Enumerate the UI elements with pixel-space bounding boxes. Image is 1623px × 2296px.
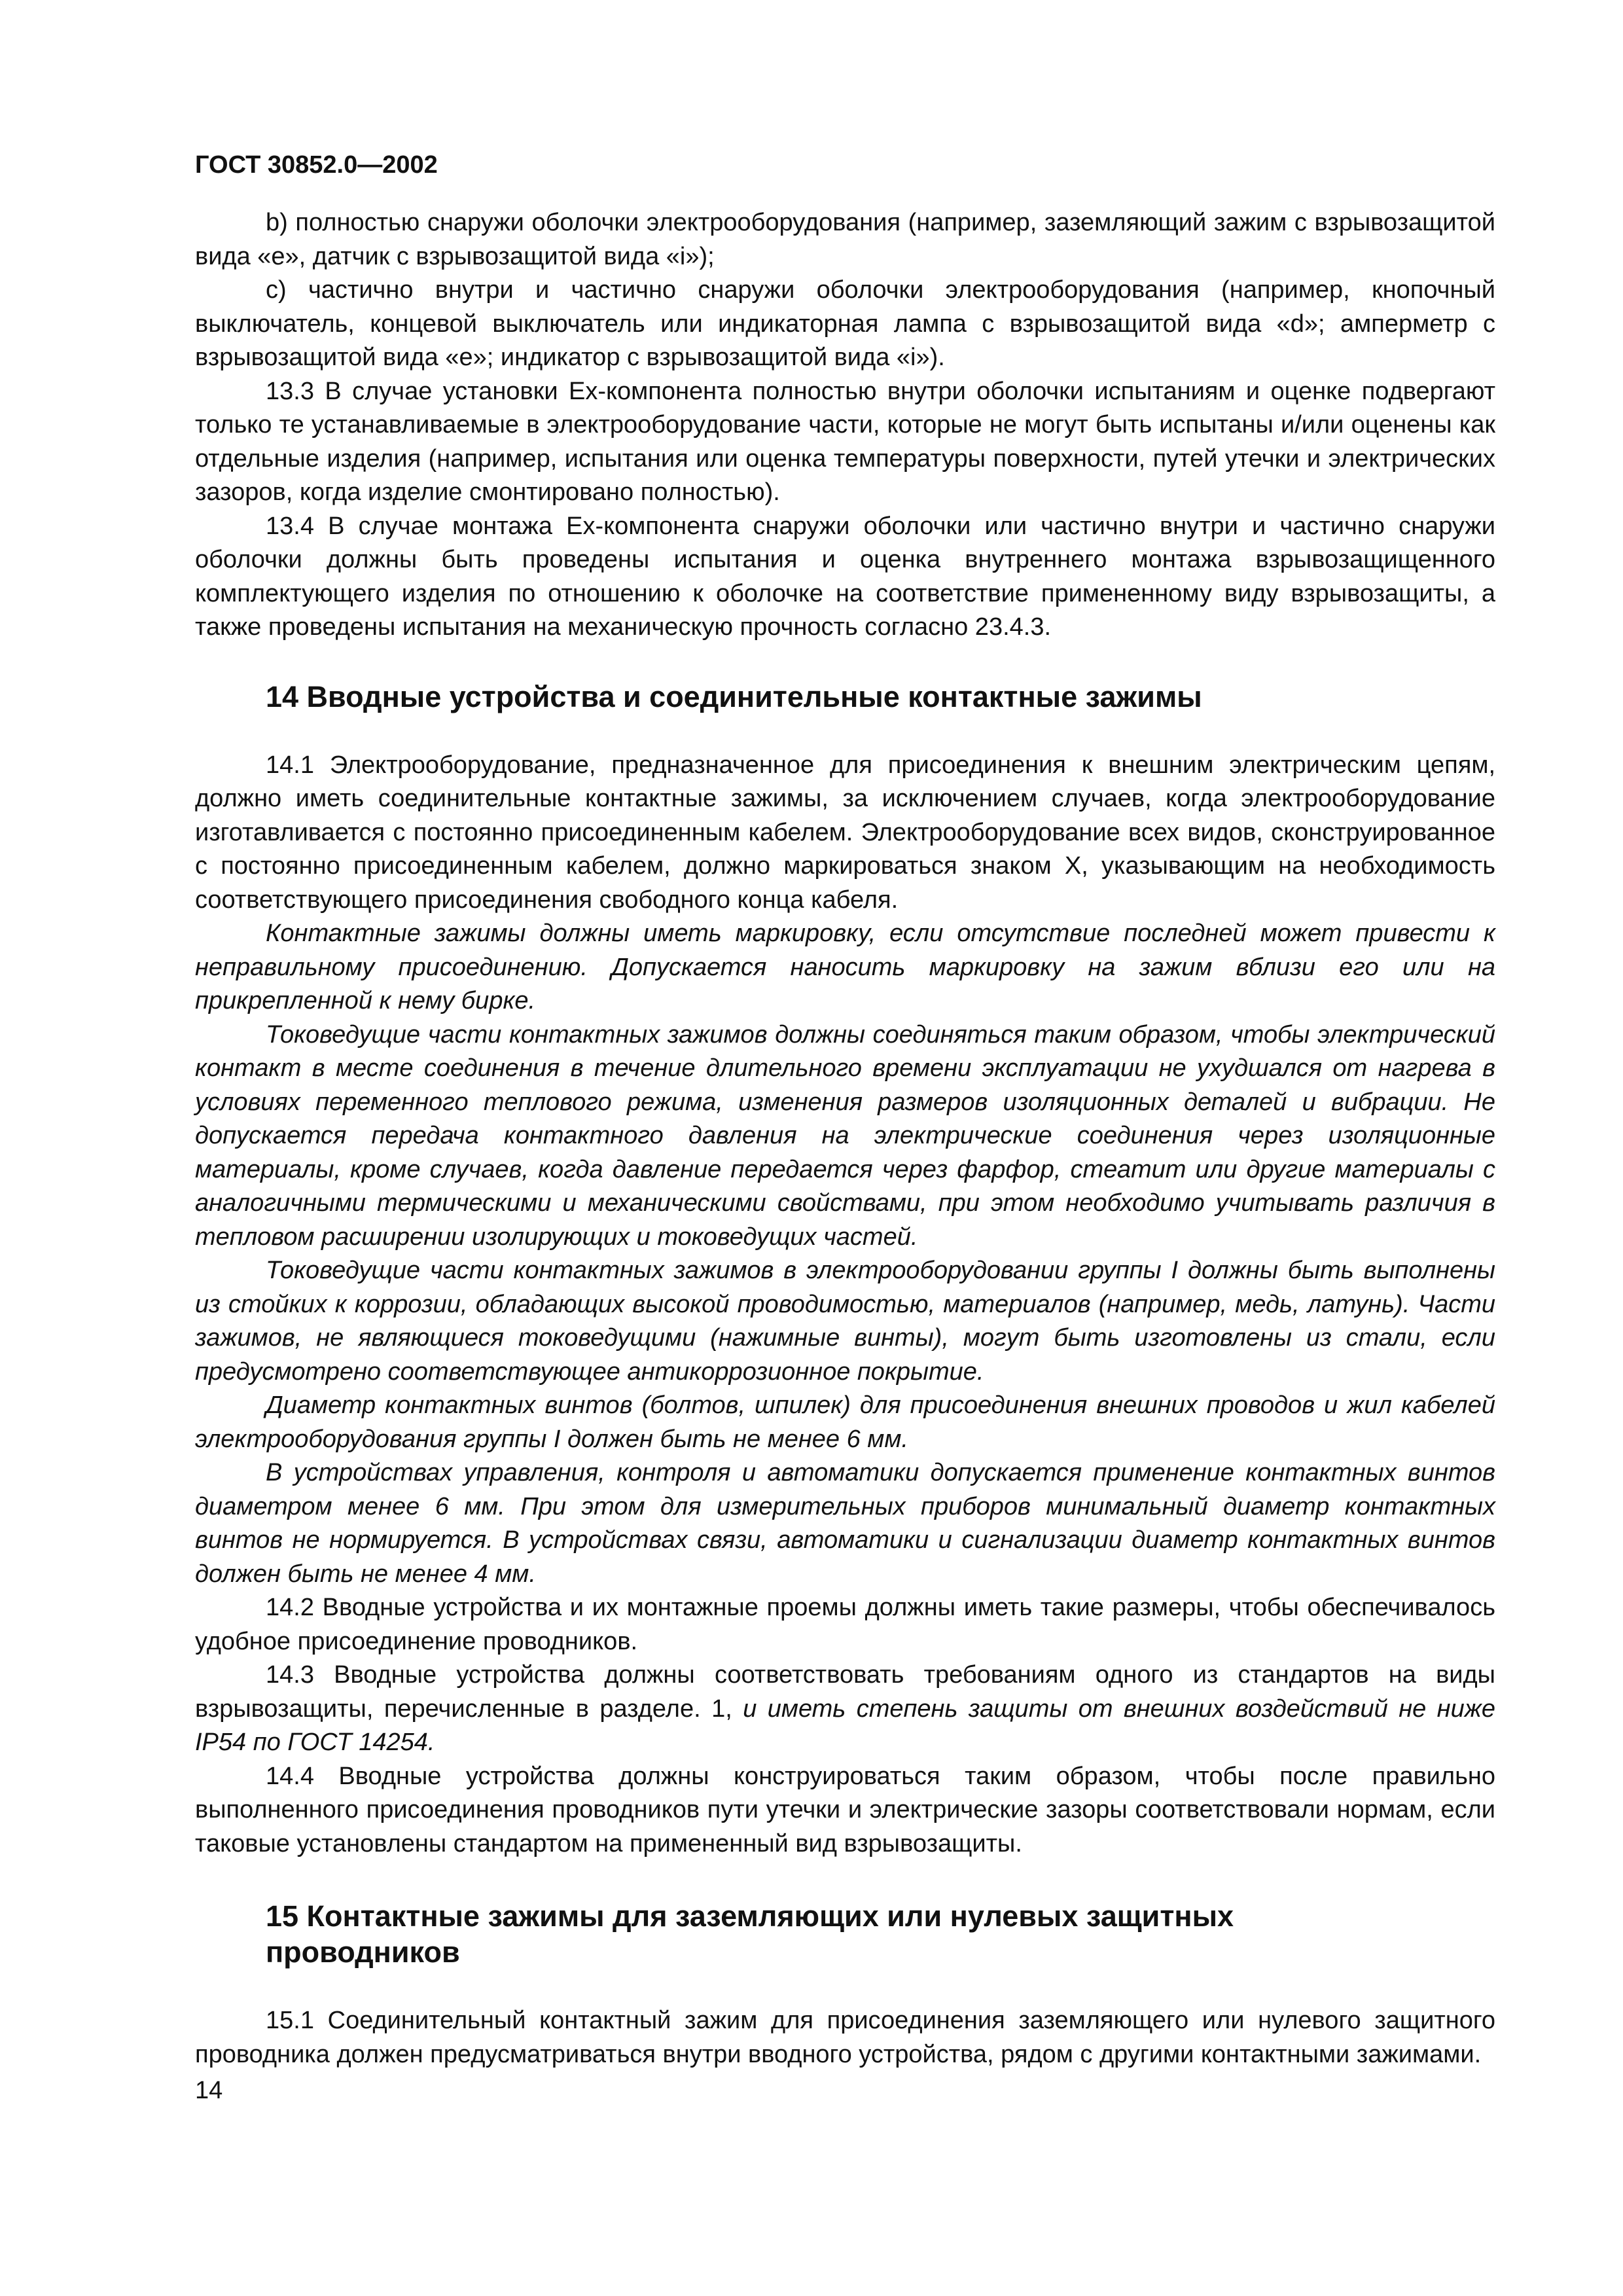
clause-14-1-diameter: Диаметр контактных винтов (болтов, шпилек) для присоединения внешних проводов и жил кабелей электрооборудования группы I должен быть не менее 6 мм. [195,1391,1495,1453]
standard-header: ГОСТ 30852.0—2002 [195,151,438,179]
page-number: 14 [195,2077,223,2104]
clause-13-2-b: b) полностью снаружи оболочки электрооборудования (например, заземляющий зажим с взрывозащитой вида «е», датчик с взрывозащитой вида «i»); [195,209,1495,270]
section-15-title-line1: 15 Контактные зажимы для заземляющих или нулевых защитных [266,1899,1234,1933]
clause-14-1-materials: Токоведущие части контактных зажимов в электрооборудовании группы I должны быть выполнены из стойких к коррозии, обладающих высокой проводимостью, материалов (например, медь, латунь). Части зажимов, не являющиеся токоведущими (нажимные винты), могут быть изготовлены из стали, если предусмотрено соответствующее антикоррозионное покрытие. [195,1257,1495,1386]
clause-14-1-marking: Контактные зажимы должны иметь маркировку, если отсутствие последней может привести к неправильному присоединению. Допускается наносить маркировку на зажим вблизи его или на прикрепленной к нему бирке. [195,920,1495,1014]
clause-14-1-contacts: Токоведущие части контактных зажимов должны соединяться таким образом, чтобы электрический контакт в месте соединения в течение длительного времени эксплуатации не ухудшался от нагрева в условиях переменного теплового режима, изменения размеров изоляционных деталей и вибрации. Не допускается передача контактного давления на электрические соединения через изоляционные материалы, кроме случаев, когда давление передается через фарфор, стеатит или другие материалы с аналогичными термическими и механическими свойствами, при этом необходимо учитывать различия в тепловом расширении изолирующих и токоведущих частей. [195,1020,1495,1251]
section-14-title: 14 Вводные устройства и соединительные контактные зажимы [266,679,1202,713]
clause-14-3-italic: и иметь степень защиты от внешних воздействий не ниже IP54 по ГОСТ 14254. [195,1695,1495,1756]
clause-14-2: 14.2 Вводные устройства и их монтажные проемы должны иметь такие размеры, чтобы обеспечивалось удобное присоединение проводников. [195,1594,1495,1655]
clause-13-3: 13.3 В случае установки Ex-компонента полностью внутри оболочки испытаниям и оценке подвергают только те устанавливаемые в электрооборудование части, которые не могут быть испытаны и/или оценены как отдельные изделия (например, испытания или оценка температуры поверхности, путей утечки и электрических зазоров, когда изделие смонтировано полностью). [195,377,1495,506]
clause-15-1: 15.1 Соединительный контактный зажим для присоединения заземляющего или нулевого защитного проводника должен предусматриваться внутри вводного устройства, рядом с другими контактными зажимами. [195,2007,1495,2068]
page-content [195,206,1495,2072]
clause-14-3-text: 14.3 Вводные устройства должны соответствовать требованиям одного из стандартов на виды взрывозащиты, перечисленные в разделе. 1, [195,1661,1495,1723]
section-15-title [195,1898,1495,1970]
clause-14-4: 14.4 Вводные устройства должны конструироваться таким образом, чтобы после правильно выполненного присоединения проводников пути утечки и электрические зазоры соответствовали нормам, если таковые установлены стандартом на примененный вид взрывозащиты. [195,1762,1495,1857]
clause-14-3 [195,1659,1495,1760]
clause-14-1: 14.1 Электрооборудование, предназначенное для присоединения к внешним электрическим цепям, должно иметь соединительные контактные зажимы, за исключением случаев, когда электрооборудование изготавливается с постоянно присоединенным кабелем. Электрооборудование всех видов, сконструированное с постоянно присоединенным кабелем, должно маркироваться знаком X, указывающим на необходимость соответствующего присоединения свободного конца кабеля. [195,751,1495,914]
section-15-title-line2: проводников [266,1935,460,1969]
clause-13-2-c: с) частично внутри и частично снаружи оболочки электрооборудования (например, кнопочный выключатель, концевой выключатель или индикаторная лампа с взрывозащитой вида «d»; амперметр с взрывозащитой вида «е»; индикатор с взрывозащитой вида «i»). [195,276,1495,371]
clause-13-4: 13.4 В случае монтажа Ex-компонента снаружи оболочки или частично внутри и частично снаружи оболочки должны быть проведены испытания и оценка внутреннего монтажа взрывозащищенного комплектующего изделия по отношению к оболочке на соответствие примененному виду взрывозащиты, а также проведены испытания на механическую прочность согласно 23.4.3. [195,512,1495,641]
clause-14-1-control-devices: В устройствах управления, контроля и автоматики допускается применение контактных винтов диаметром менее 6 мм. При этом для измерительных приборов минимальный диаметр контактных винтов не нормируется. В устройствах связи, автоматики и сигнализации диаметр контактных винтов должен быть не менее 4 мм. [195,1459,1495,1588]
